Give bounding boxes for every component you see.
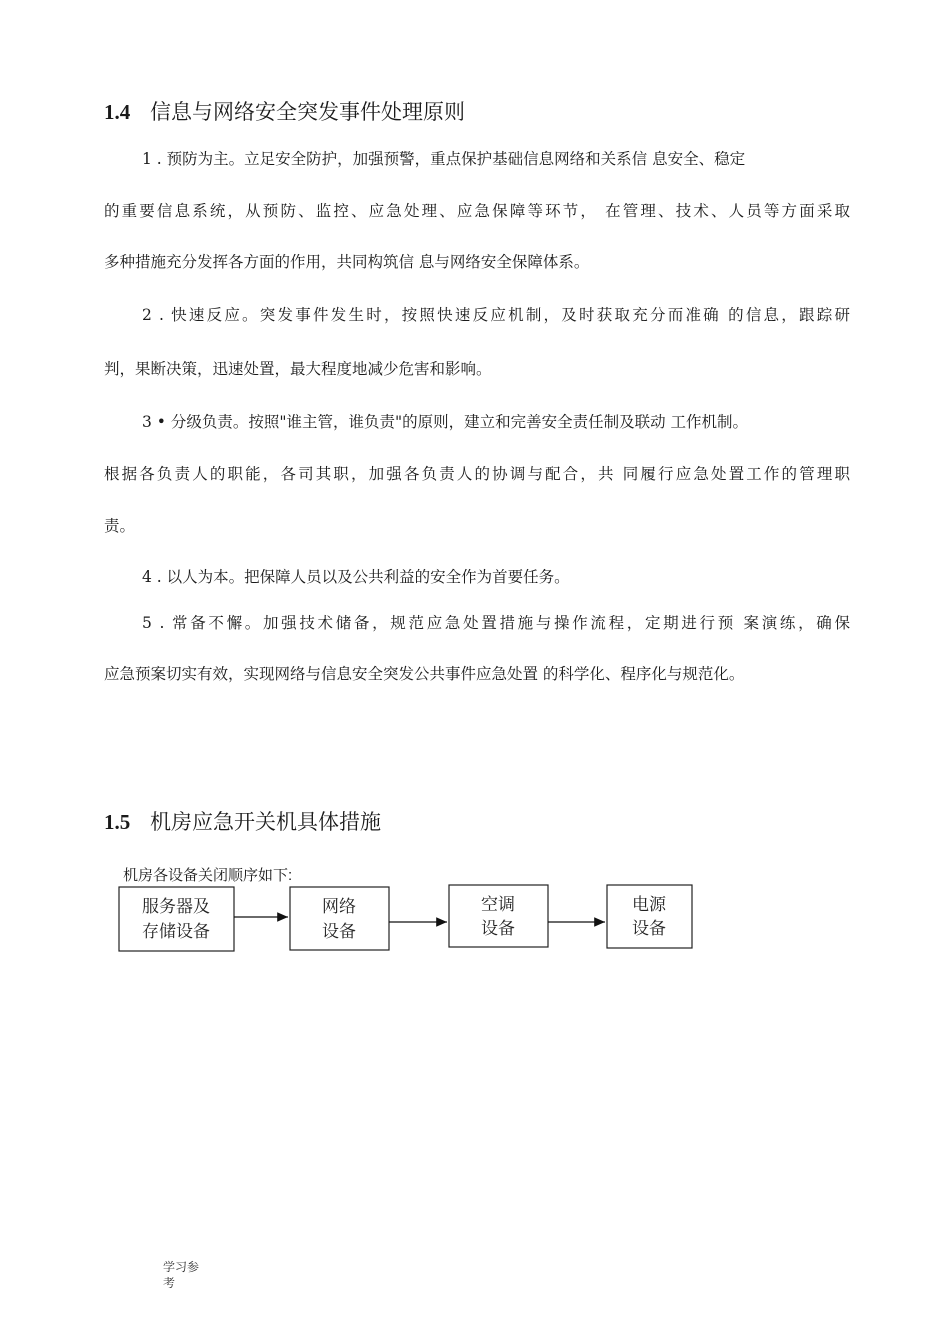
flow-box-network xyxy=(290,887,389,950)
flow-box-label: 电源 xyxy=(632,895,666,915)
section-title: 信息与网络安全突发事件处理原则 xyxy=(150,100,465,124)
paragraph-line: 责。 xyxy=(104,517,136,535)
flow-box-label: 设备 xyxy=(481,919,515,939)
paragraph-line: 多种措施充分发挥各方面的作用，共同构筑信 息与网络安全保障体系。 xyxy=(104,253,590,271)
paragraph-line: 根据各负责人的职能，各司其职，加强各负责人的协调与配合，共 同履行应急处置工作的管理职 xyxy=(104,465,850,483)
section-number: 1.5 xyxy=(104,810,131,834)
flow-box-label: 存储设备 xyxy=(142,922,210,942)
flow-caption: 机房各设备关闭顺序如下: xyxy=(123,867,293,884)
paragraph-line: 5 . 常备不懈。加强技术储备，规范应急处置措施与操作流程，定期进行预 案演练，确保 xyxy=(142,614,850,632)
section-title: 机房应急开关机具体措施 xyxy=(150,810,381,834)
footer-line: 学习参 xyxy=(163,1260,200,1274)
section-heading-1-5 xyxy=(104,806,381,836)
footer-line: 考 xyxy=(163,1276,176,1290)
paragraph-line: 应急预案切实有效，实现网络与信息安全突发公共事件应急处置 的科学化、程序化与规范化。 xyxy=(104,665,745,683)
flow-box-label: 设备 xyxy=(632,919,666,939)
flow-box-air-conditioning xyxy=(449,885,548,947)
flow-box-label: 网络 xyxy=(322,897,356,917)
paragraph-line: 4 . 以人为本。把保障人员以及公共利益的安全作为首要任务。 xyxy=(142,568,570,586)
shutdown-sequence-diagram xyxy=(118,884,698,956)
flow-box-label: 设备 xyxy=(322,922,356,942)
flow-box-power xyxy=(607,885,692,948)
paragraph-line: 1 . 预防为主。立足安全防护，加强预警，重点保护基础信息网络和关系信 息安全、稳定 xyxy=(142,150,746,168)
paragraph-line: 2 . 快速反应。突发事件发生时，按照快速反应机制，及时获取充分而准确 的信息，跟踪研 xyxy=(142,306,850,324)
section-number: 1.4 xyxy=(104,100,131,124)
page-footer xyxy=(163,1259,199,1291)
flow-box-label: 服务器及 xyxy=(142,897,210,917)
flow-box-label: 空调 xyxy=(481,895,515,915)
paragraph-line: 的重要信息系统，从预防、监控、应急处理、应急保障等环节， 在管理、技术、人员等方面采取 xyxy=(104,202,850,220)
section-heading-1-4 xyxy=(104,96,465,126)
flow-box-servers-storage xyxy=(119,887,234,951)
paragraph-line: 3 • 分级负责。按照"谁主管，谁负责"的原则，建立和完善安全责任制及联动 工作机制。 xyxy=(142,413,749,431)
paragraph-line: 判，果断决策，迅速处置，最大程度地减少危害和影响。 xyxy=(104,360,492,378)
